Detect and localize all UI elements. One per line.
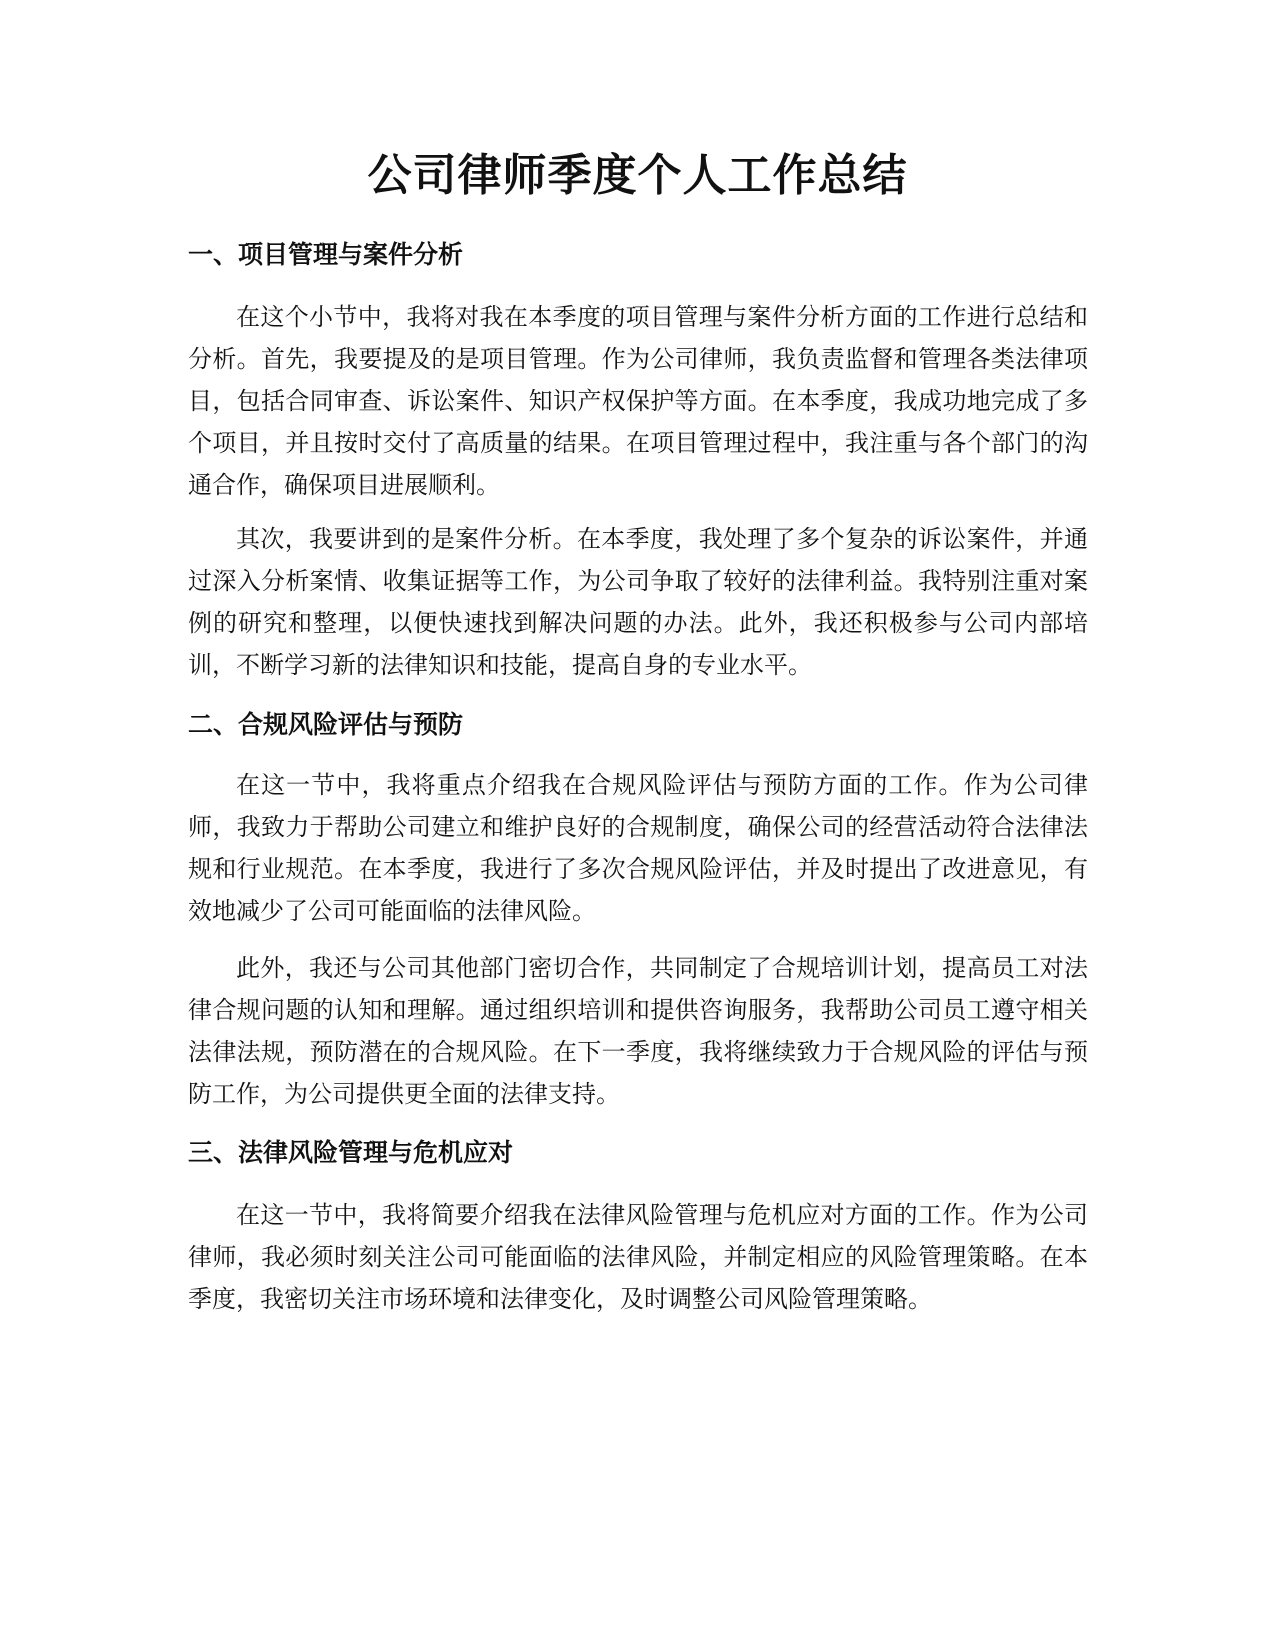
section-1-paragraph-2: 其次，我要讲到的是案件分析。在本季度，我处理了多个复杂的诉讼案件，并通过深入分析案情、收集证据等工作，为公司争取了较好的法律利益。我特别注重对案例的研究和整理，以便快速找到解决问题的办法。此外，我还积极参与公司内部培训，不断学习新的法律知识和技能，提高自身的专业水平。: [188, 525, 1088, 679]
document-title: 公司律师季度个人工作总结: [367, 150, 908, 201]
section-1-heading: 一、项目管理与案件分析: [188, 240, 464, 269]
section-2-heading: 二、合规风险评估与预防: [188, 710, 464, 739]
section-2-paragraph-1: 在这一节中，我将重点介绍我在合规风险评估与预防方面的工作。作为公司律师，我致力于帮助公司建立和维护良好的合规制度，确保公司的经营活动符合法律法规和行业规范。在本季度，我进行了多次合规风险评估，并及时提出了改进意见，有效地减少了公司可能面临的法律风险。: [188, 771, 1088, 925]
section-3-paragraph-1: 在这一节中，我将简要介绍我在法律风险管理与危机应对方面的工作。作为公司律师，我必须时刻关注公司可能面临的法律风险，并制定相应的风险管理策略。在本季度，我密切关注市场环境和法律变化，及时调整公司风险管理策略。: [188, 1201, 1088, 1313]
section-1-paragraph-1: 在这个小节中，我将对我在本季度的项目管理与案件分析方面的工作进行总结和分析。首先，我要提及的是项目管理。作为公司律师，我负责监督和管理各类法律项目，包括合同审查、诉讼案件、知识产权保护等方面。在本季度，我成功地完成了多个项目，并且按时交付了高质量的结果。在项目管理过程中，我注重与各个部门的沟通合作，确保项目进展顺利。: [188, 303, 1088, 499]
section-2-paragraph-2: 此外，我还与公司其他部门密切合作，共同制定了合规培训计划，提高员工对法律合规问题的认知和理解。通过组织培训和提供咨询服务，我帮助公司员工遵守相关法律法规，预防潜在的合规风险。在下一季度，我将继续致力于合规风险的评估与预防工作，为公司提供更全面的法律支持。: [188, 954, 1088, 1108]
section-3-heading: 三、法律风险管理与危机应对: [188, 1138, 514, 1167]
